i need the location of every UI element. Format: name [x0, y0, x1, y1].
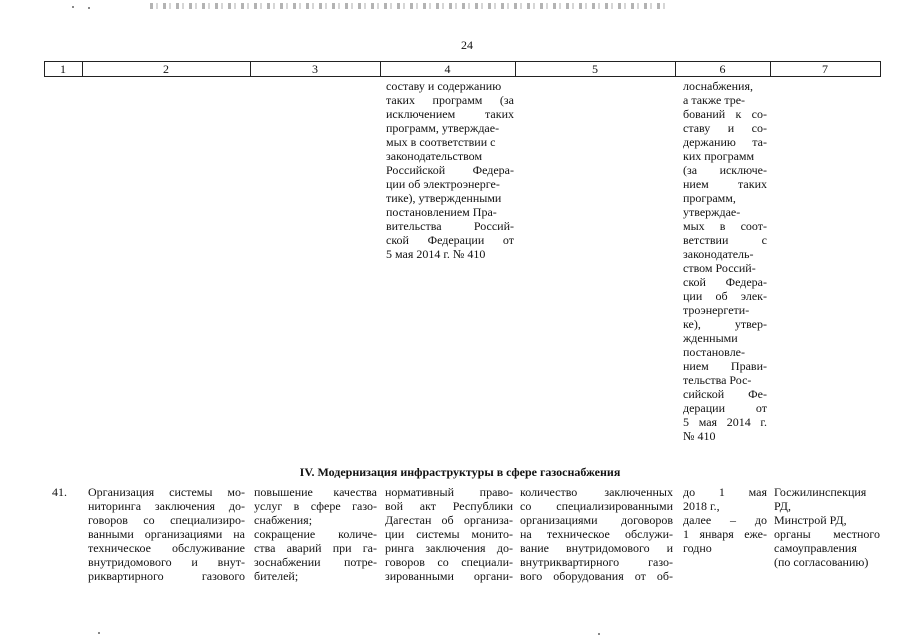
- text-line: РД,: [774, 499, 791, 513]
- text-line: ции системы монито-: [385, 527, 513, 541]
- text-line: снабжения;: [254, 513, 313, 527]
- text-line: 1 января еже-: [683, 527, 767, 541]
- text-line: ких программ: [683, 149, 755, 163]
- text-line: Организация системы мо-: [88, 485, 245, 499]
- text-line: самоуправления: [774, 541, 857, 555]
- text-line: держанию та-: [683, 135, 767, 149]
- continuation-col4: [386, 79, 514, 261]
- text-line: вание внутридомового и: [520, 541, 673, 555]
- row-41-col5: [520, 485, 673, 583]
- text-line: организациями договоров: [520, 513, 673, 527]
- text-line: услуг в сфере газо-: [254, 499, 377, 513]
- row-41-number: [52, 485, 78, 499]
- text-line: лоснабжения,: [683, 79, 753, 93]
- text-line: ванными организациями на: [88, 527, 245, 541]
- text-line: вого оборудования от об-: [520, 569, 673, 583]
- text-line: тике), утвержденными: [386, 191, 502, 205]
- text-line: количество заключенных: [520, 485, 673, 499]
- text-line: ством Россий-: [683, 261, 756, 275]
- text-line: составу и содержанию: [386, 79, 502, 93]
- text-line: № 410: [683, 429, 716, 443]
- column-divider: [880, 61, 881, 77]
- text-line: ке), утвер-: [683, 317, 767, 331]
- text-line: вительства Россий-: [386, 219, 514, 233]
- text-line: говоров со специализиро-: [88, 513, 245, 527]
- header-cell-6: 6: [719, 62, 726, 76]
- row-41-col4: [385, 485, 513, 583]
- text-line: жденными: [683, 331, 738, 345]
- row-41-col3: [254, 485, 377, 583]
- text-line: нием таких: [683, 177, 767, 191]
- text-line: зированными органи-: [385, 569, 513, 583]
- text-line: ской Федера-: [683, 275, 767, 289]
- row-41-col7: [774, 485, 880, 569]
- text-line: ставу и со-: [683, 121, 767, 135]
- header-cell-2: 2: [163, 62, 169, 76]
- text-line: сокращение количе-: [254, 527, 377, 541]
- text-line: техническое обслуживание: [88, 541, 245, 555]
- text-line: (за исключе-: [683, 163, 767, 177]
- text-line: ринга заключения до-: [385, 541, 513, 555]
- text-line: Российской Федера-: [386, 163, 514, 177]
- text-line: вой акт Республики: [385, 499, 513, 513]
- text-line: нием Прави-: [683, 359, 767, 373]
- scan-speck: [72, 6, 74, 8]
- text-line: 5 мая 2014 г. № 410: [386, 247, 486, 261]
- header-bottom-rule: [44, 76, 881, 77]
- text-line: повышение качества: [254, 485, 377, 499]
- text-line: (по согласованию): [774, 555, 869, 569]
- section-title: IV. Модернизация инфраструктуры в сфере газоснабжения: [299, 465, 621, 479]
- row-41-col2: [88, 485, 245, 583]
- scan-speck: [98, 632, 100, 634]
- text-line: ства аварий при га-: [254, 541, 377, 555]
- text-line: бителей;: [254, 569, 299, 583]
- text-line: ции об элек-: [683, 289, 767, 303]
- text-line: бований к со-: [683, 107, 767, 121]
- text-line: таких программ (за: [386, 93, 514, 107]
- text-line: говоров со специали-: [385, 555, 513, 569]
- text-line: мых в соот-: [683, 219, 767, 233]
- text-line: 2018 г.,: [683, 499, 720, 513]
- text-line: органы местного: [774, 527, 880, 541]
- text-line: нормативный право-: [385, 485, 513, 499]
- header-cell-3: 3: [312, 62, 318, 76]
- header-cell-1: 1: [60, 62, 66, 76]
- text-line: риквартирного газового: [88, 569, 245, 583]
- text-line: а также тре-: [683, 93, 746, 107]
- text-line: до 1 мая: [683, 485, 767, 499]
- header-cell-7: 7: [822, 62, 828, 76]
- text-line: троэнергети-: [683, 303, 750, 317]
- text-line: исключением таких: [386, 107, 514, 121]
- scan-speck: [598, 633, 600, 635]
- text-line: дерации от: [683, 401, 767, 415]
- text-line: Дагестан об организа-: [385, 513, 513, 527]
- text-line: 5 мая 2014 г.: [683, 415, 767, 429]
- text-line: далее – до: [683, 513, 767, 527]
- text-line: годно: [683, 541, 712, 555]
- text-line: законодательством: [386, 149, 483, 163]
- continuation-col6: [683, 79, 767, 443]
- text-line: со специализированными: [520, 499, 673, 513]
- text-line: сийской Фе-: [683, 387, 767, 401]
- header-cell-5: 5: [592, 62, 598, 76]
- text-line: зоснабжении потре-: [254, 555, 377, 569]
- text-line: программ, утверждае-: [386, 121, 500, 135]
- text-line: законодатель-: [683, 247, 754, 261]
- text-line: ции об электроэнерге-: [386, 177, 500, 191]
- text-line: программ,: [683, 191, 736, 205]
- text-line: ской Федерации от: [386, 233, 514, 247]
- text-line: тельства Рос-: [683, 373, 752, 387]
- scan-artifact-strip: [150, 3, 670, 9]
- row-41-col6: [683, 485, 767, 555]
- text-line: внутридомового и внут-: [88, 555, 245, 569]
- text-line: утверждае-: [683, 205, 741, 219]
- header-cell-4: 4: [444, 62, 451, 76]
- text-line: постановле-: [683, 345, 746, 359]
- scan-speck: [88, 7, 90, 9]
- text-line: постановлением Пра-: [386, 205, 497, 219]
- text-line: на техническое обслужи-: [520, 527, 673, 541]
- text-line: Минстрой РД,: [774, 513, 847, 527]
- text-line: Госжилинспекция: [774, 485, 867, 499]
- text-line: мых в соответствии с: [386, 135, 496, 149]
- text-line: ниторинга заключения до-: [88, 499, 245, 513]
- text-line: внутриквартирного газо-: [520, 555, 673, 569]
- text-line: ветствии с: [683, 233, 767, 247]
- row-number: 41.: [52, 485, 67, 499]
- page-number: 24: [461, 38, 473, 52]
